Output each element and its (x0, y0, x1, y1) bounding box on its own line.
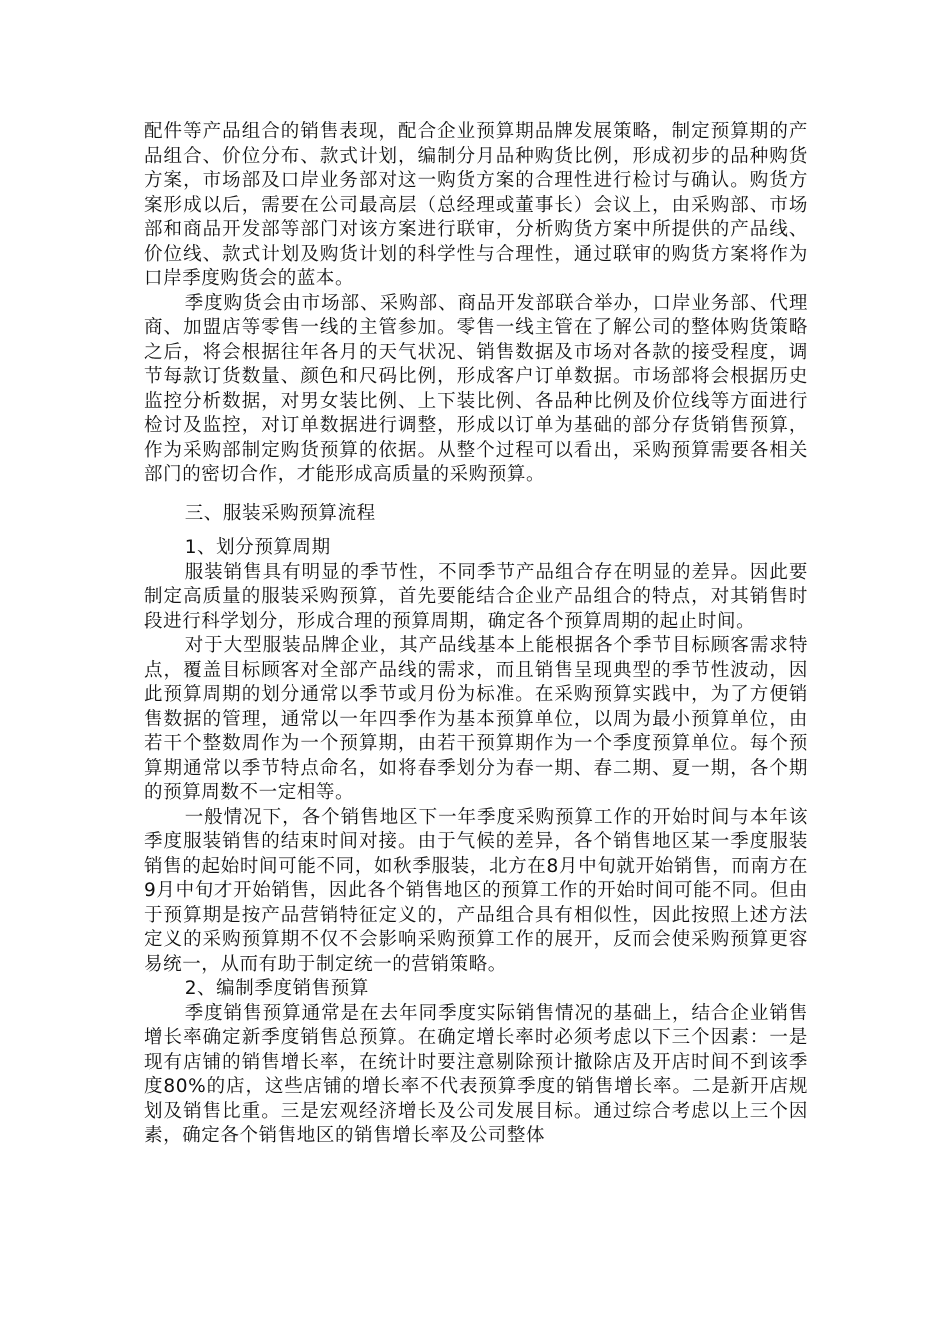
document-body (144, 120, 808, 1149)
paragraph-seasonality: 服装销售具有明显的季节性，不同季节产品组合存在明显的差异。因此要制定高质量的服装采购预算，首先要能结合企业产品组合的特点，对其销售时段进行科学划分，形成合理的预算周期，确定各个预算周期的起止时间。 (144, 561, 808, 632)
subheading-budget-period: 1、划分预算周期 (184, 537, 331, 558)
paragraph-regional-timing: 一般情况下，各个销售地区下一年季度采购预算工作的开始时间与本年该季度服装销售的结束时间对接。由于气候的差异，各个销售地区某一季度服装销售的起始时间可能不同，如秋季服装，北方在8月中旬就开始销售，而南方在9月中旬才开始销售，因此各个销售地区的预算工作的开始时间可能不同。但由于预算期是按产品营销特征定义的，产品组合具有相似性，因此按照上述方法定义的采购预算期不仅不会影响采购预算工作的展开，反而会使采购预算更容易统一，从而有助于制定统一的营销策略。 (144, 806, 808, 975)
paragraph-purchase-plan: 配件等产品组合的销售表现，配合企业预算期品牌发展策略，制定预算期的产品组合、价位分布、款式计划，编制分月品种购货比例，形成初步的品种购货方案，市场部及口岸业务部对这一购货方案的合理性进行检讨与确认。购货方案形成以后，需要在公司最高层（总经理或董事长）会议上，由采购部、市场部和商品开发部等部门对该方案进行联审，分析购货方案中所提供的产品线、价位线、款式计划及购货计划的科学性与合理性，通过联审的购货方案将作为口岸季度购货会的蓝本。 (144, 121, 808, 289)
paragraph-quarterly-purchase-meeting: 季度购货会由市场部、采购部、商品开发部联合举办，口岸业务部、代理商、加盟店等零售一线的主管参加。零售一线主管在了解公司的整体购货策略之后，将会根据往年各月的天气状况、销售数据及市场对各款的接受程度，调节每款订货数量、颜色和尺码比例，形成客户订单数据。市场部将会根据历史监控分析数据，对男女装比例、上下装比例、各品种比例及价位线等方面进行检讨及监控，对订单数据进行调整，形成以订单为基础的部分存货销售预算，作为采购部制定购货预算的依据。从整个过程可以看出，采购预算需要各相关部门的密切合作，才能形成高质量的采购预算。 (144, 292, 808, 485)
section-heading-budget-process: 三、服装采购预算流程 (184, 502, 376, 524)
subheading-quarterly-sales-budget: 2、编制季度销售预算 (184, 978, 369, 999)
paragraph-growth-factors: 季度销售预算通常是在去年同季度实际销售情况的基础上，结合企业销售增长率确定新季度销售总预算。在确定增长率时必须考虑以下三个因素：一是现有店铺的销售增长率，在统计时要注意剔除预计撤除店及开店时间不到该季度80%的店，这些店铺的增长率不代表预算季度的销售增长率。二是新开店规划及销售比重。三是宏观经济增长及公司发展目标。通过综合考虑以上三个因素，确定各个销售地区的销售增长率及公司整体 (144, 1002, 808, 1146)
paragraph-large-brand: 对于大型服装品牌企业，其产品线基本上能根据各个季节目标顾客需求特点，覆盖目标顾客对全部产品线的需求，而且销售呈现典型的季节性波动，因此预算周期的划分通常以季节或月份为标准。在采购预算实践中，为了方便销售数据的管理，通常以一年四季作为基本预算单位，以周为最小预算单位，由若干个整数周作为一个预算期，由若干预算期作为一个季度预算单位。每个预算期通常以季节特点命名，如将春季划分为春一期、春二期、夏一期，各个期的预算周数不一定相等。 (144, 635, 808, 803)
